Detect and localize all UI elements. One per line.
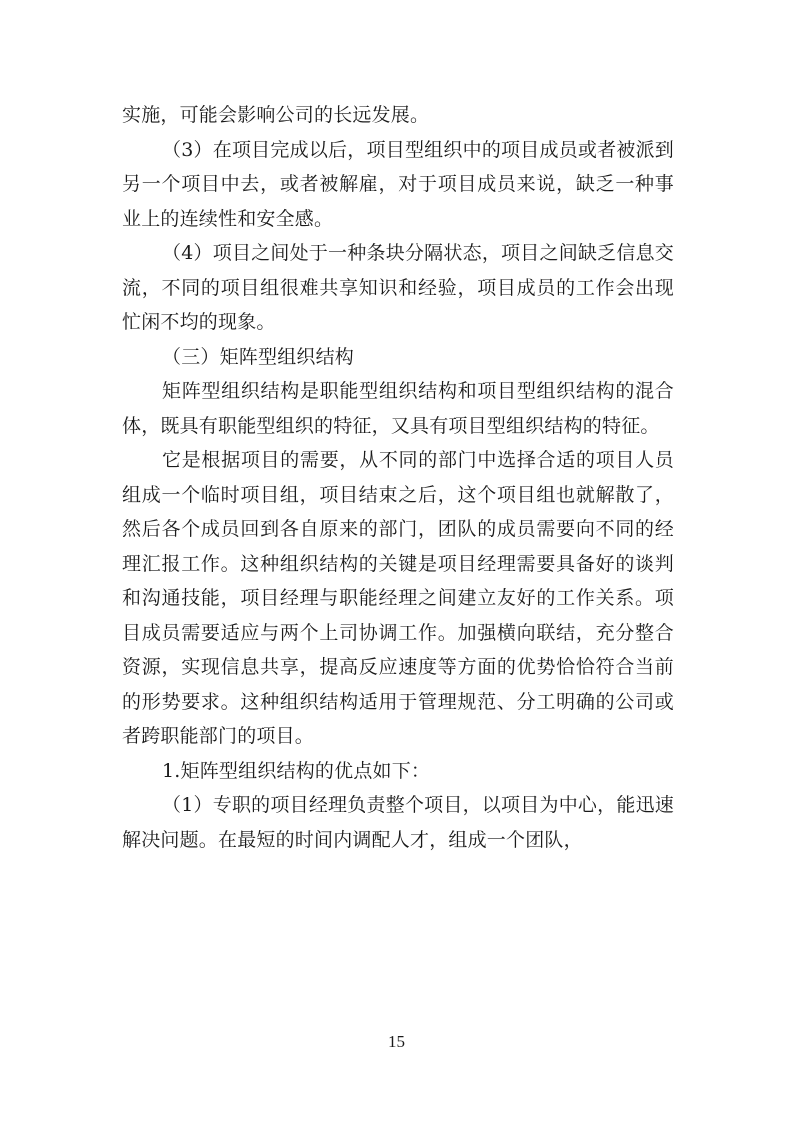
paragraph-continuation: 实施，可能会影响公司的长远发展。 xyxy=(122,104,430,126)
page-number: 15 xyxy=(388,1032,405,1051)
paragraph-point-4: （4）项目之间处于一种条块分隔状态，项目之间缺乏信息交流，不同的项目组很难共享知识和经验，项目成员的工作会出现忙闲不均的现象。 xyxy=(122,242,674,333)
paragraph-advantage-1: （1）专职的项目经理负责整个项目，以项目为中心，能迅速解决问题。在最短的时间内调配人才，组成一个团队， xyxy=(122,794,674,851)
subheading-advantages: 1.矩阵型组织结构的优点如下： xyxy=(162,759,431,782)
section-heading-matrix: （三）矩阵型组织结构 xyxy=(162,345,355,368)
paragraph-matrix-definition: 矩阵型组织结构是职能型组织结构和项目型组织结构的混合体，既具有职能型组织的特征，又具有项目型组织结构的特征。 xyxy=(122,380,674,437)
paragraph-point-3: （3）在项目完成以后，项目型组织中的项目成员或者被派到另一个项目中去，或者被解雇，对于项目成员来说，缺乏一种事业上的连续性和安全感。 xyxy=(122,138,674,230)
body-text xyxy=(122,98,674,857)
paragraph-matrix-description: 它是根据项目的需要，从不同的部门中选择合适的项目人员组成一个临时项目组，项目结束之后，这个项目组也就解散了，然后各个成员回到各自原来的部门，团队的成员需要向不同的经理汇报工作。这种组织结构的关键是项目经理需要具备好的谈判和沟通技能，项目经理与职能经理之间建立友好的工作关系。项目成员需要适应与两个上司协调工作。加强横向联结，充分整合资源，实现信息共享，提高反应速度等方面的优势恰恰符合当前的形势要求。这种组织结构适用于管理规范、分工明确的公司或者跨职能部门的项目。 xyxy=(122,449,674,747)
